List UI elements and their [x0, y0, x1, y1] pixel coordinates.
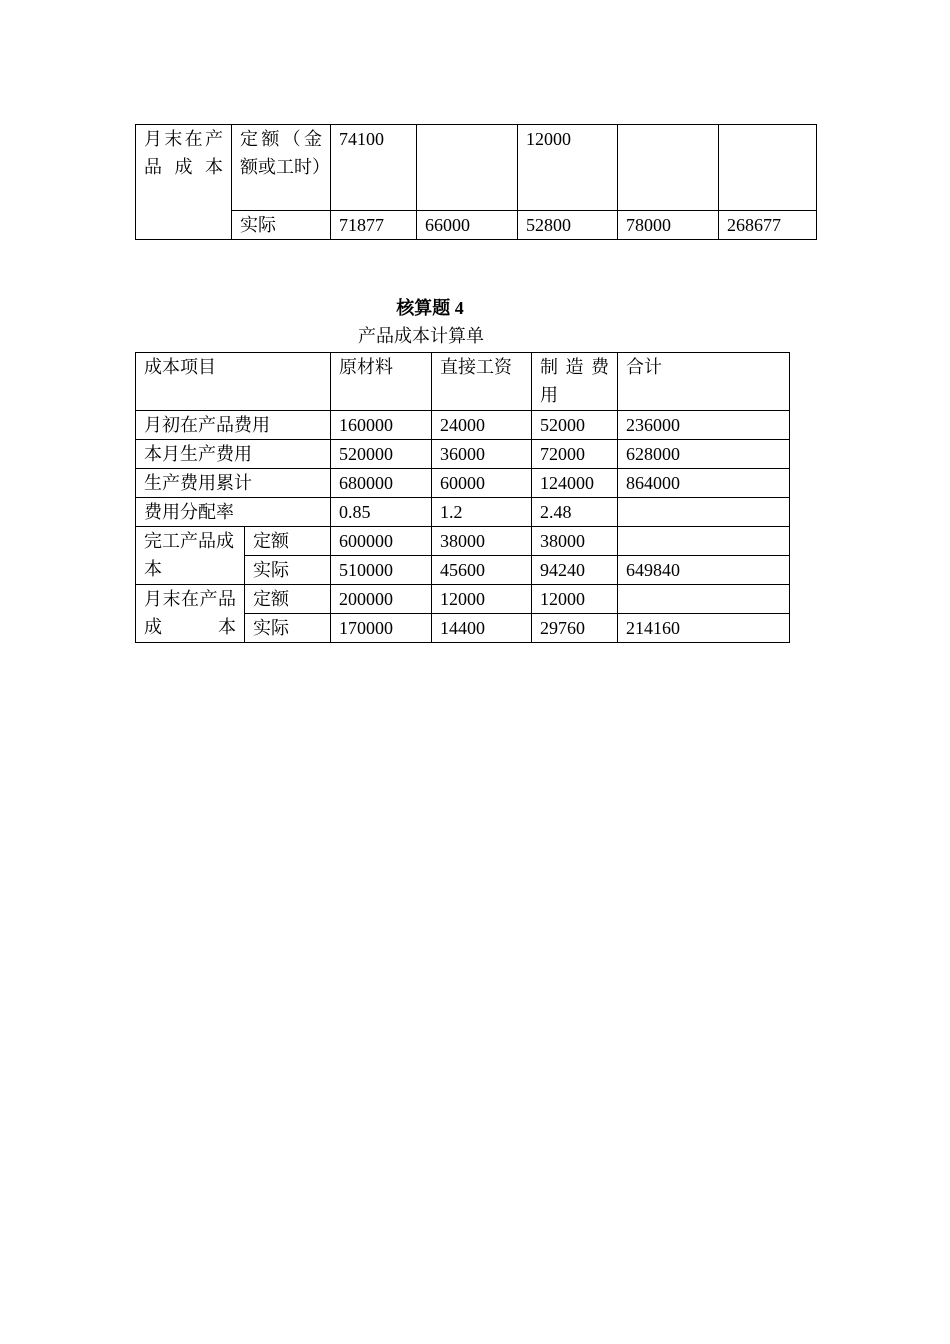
- header-cost-item: 成本项目: [136, 353, 331, 411]
- table-row: [136, 585, 790, 614]
- cell: 38000: [432, 527, 532, 556]
- cell: 52800: [518, 211, 618, 240]
- row-label: 实际: [245, 556, 331, 585]
- table-row: [136, 498, 790, 527]
- cell: 72000: [532, 440, 618, 469]
- row-label-wip-cost: 月末在产品成本: [136, 125, 232, 240]
- cell: 14400: [432, 614, 532, 643]
- header-total: 合计: [618, 353, 790, 411]
- cell: 170000: [331, 614, 432, 643]
- cell: 200000: [331, 585, 432, 614]
- cell: 52000: [532, 411, 618, 440]
- row-label: 本月生产费用: [136, 440, 331, 469]
- cell: [618, 498, 790, 527]
- cell: 628000: [618, 440, 790, 469]
- row-label: 月初在产品费用: [136, 411, 331, 440]
- cell: 510000: [331, 556, 432, 585]
- cell: 2.48: [532, 498, 618, 527]
- row-label: 费用分配率: [136, 498, 331, 527]
- cell: 66000: [417, 211, 518, 240]
- table-row: [136, 440, 790, 469]
- cell: 12000: [532, 585, 618, 614]
- cell: 520000: [331, 440, 432, 469]
- cell: [618, 585, 790, 614]
- cell: 78000: [618, 211, 719, 240]
- row-label: 实际: [245, 614, 331, 643]
- section-title: 核算题 4: [396, 298, 464, 318]
- table-row: [136, 411, 790, 440]
- header-raw-material: 原材料: [331, 353, 432, 411]
- cell: 236000: [618, 411, 790, 440]
- row-label-quota: 定额（金额或工时）: [232, 125, 331, 211]
- cell: 71877: [331, 211, 417, 240]
- cell: 24000: [432, 411, 532, 440]
- header-direct-wages: 直接工资: [432, 353, 532, 411]
- row-label-actual: 实际: [232, 211, 331, 240]
- cell: 214160: [618, 614, 790, 643]
- header-manufacturing-overhead: 制造费用: [532, 353, 618, 411]
- cell: 38000: [532, 527, 618, 556]
- row-label: 生产费用累计: [136, 469, 331, 498]
- partial-cost-table: [135, 124, 817, 240]
- cell: 864000: [618, 469, 790, 498]
- cell: [417, 125, 518, 211]
- cell: 160000: [331, 411, 432, 440]
- product-cost-table: [135, 352, 790, 643]
- section-subtitle: 产品成本计算单: [358, 326, 484, 346]
- cell: 94240: [532, 556, 618, 585]
- cell: 12000: [518, 125, 618, 211]
- cell: [618, 125, 719, 211]
- cell: [618, 527, 790, 556]
- cell: 45600: [432, 556, 532, 585]
- cell: 1.2: [432, 498, 532, 527]
- cell: 60000: [432, 469, 532, 498]
- row-label: 定额: [245, 527, 331, 556]
- table-row: [136, 469, 790, 498]
- group-label-wip-cost: 月末在产品成本: [136, 585, 245, 643]
- cell: 680000: [331, 469, 432, 498]
- cell: 649840: [618, 556, 790, 585]
- cell: 12000: [432, 585, 532, 614]
- cell: 268677: [719, 211, 817, 240]
- cell: 29760: [532, 614, 618, 643]
- cell: 74100: [331, 125, 417, 211]
- header-row: [136, 353, 790, 411]
- row-label: 定额: [245, 585, 331, 614]
- cell: 124000: [532, 469, 618, 498]
- group-label-finished-cost: 完工产品成本: [136, 527, 245, 585]
- table-row: [136, 527, 790, 556]
- cell: [719, 125, 817, 211]
- cell: 600000: [331, 527, 432, 556]
- cell: 36000: [432, 440, 532, 469]
- cell: 0.85: [331, 498, 432, 527]
